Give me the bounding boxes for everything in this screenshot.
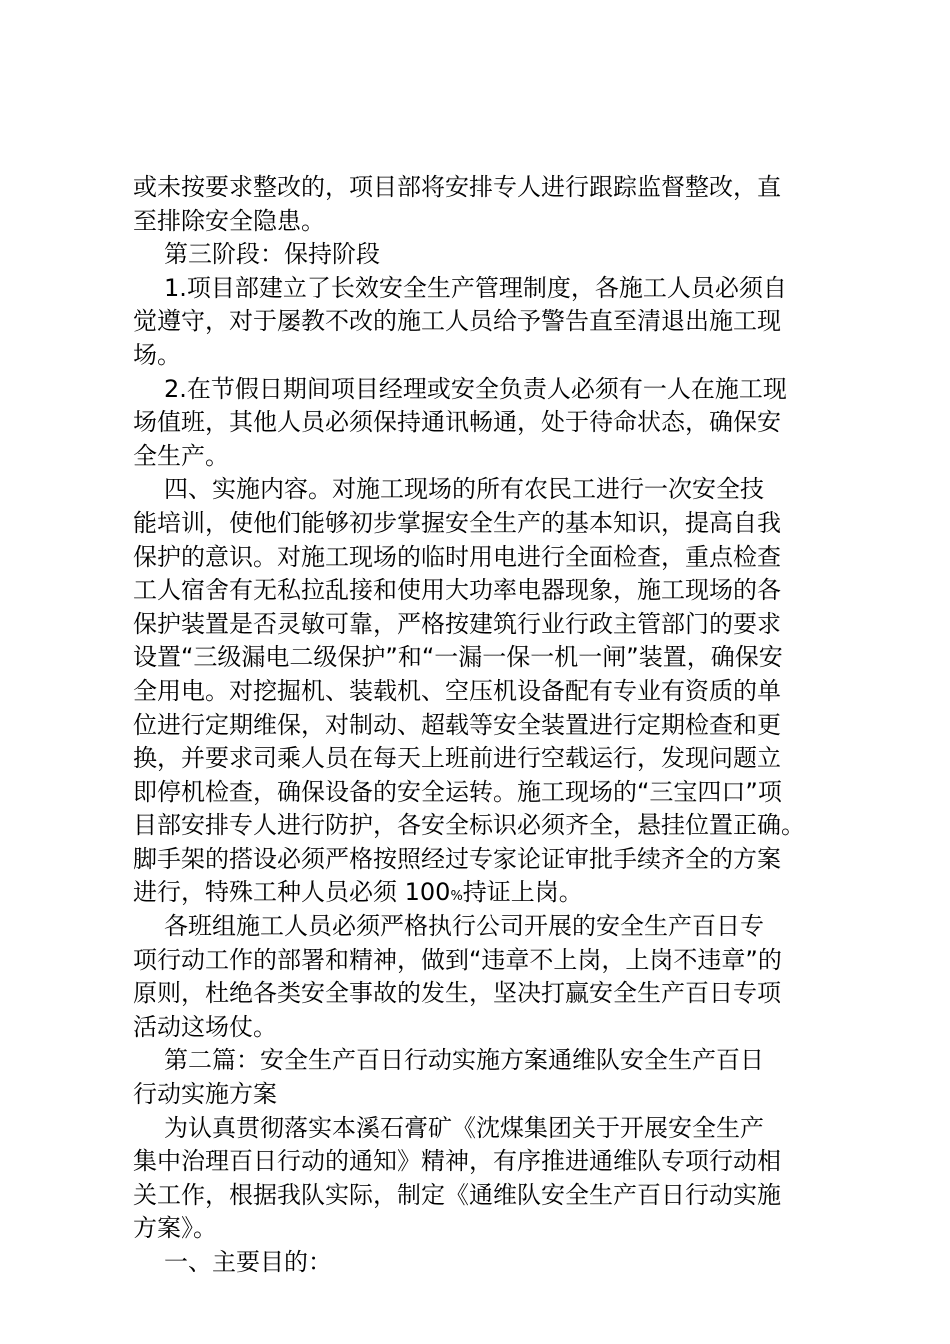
text-line: 场。 [133, 340, 181, 369]
section-heading: 一、主要目的： [164, 1248, 332, 1276]
text-line: 活动这场仗。 [133, 1012, 277, 1041]
text-line: 1.项目部建立了长效安全生产管理制度，各施工人员必须自 [164, 273, 787, 302]
text-line: 保护的意识。对施工现场的临时用电进行全面检查，重点检查 [133, 542, 781, 571]
text-line: 2.在节假日期间项目经理或安全负责人必须有一人在施工现 [164, 374, 787, 403]
percent-sign: % [450, 889, 463, 905]
text-line: 目部安排专人进行防护，各安全标识必须齐全，悬挂位置正确。 [133, 811, 805, 840]
section-heading: 第三阶段：保持阶段 [164, 240, 380, 269]
text-line: 设置“三级漏电二级保护”和“一漏一保一机一闸”装置，确保安 [133, 643, 783, 672]
text-segment: 持证上岗。 [462, 878, 583, 907]
text-line: 觉遵守，对于屡教不改的施工人员给予警告直至清退出施工现 [133, 307, 781, 336]
text-segment: 进行，特殊工种人员必须 100 [133, 878, 451, 907]
section-heading: 第二篇：安全生产百日行动实施方案通维队安全生产百日 [164, 1046, 764, 1075]
text-line: 全用电。对挖掘机、装载机、空压机设备配有专业有资质的单 [133, 676, 781, 705]
text-line: 场值班，其他人员必须保持通讯畅通，处于待命状态，确保安 [133, 408, 781, 437]
text-line: 为认真贯彻落实本溪石膏矿《沈煤集团关于开展安全生产 [164, 1113, 764, 1142]
text-line: 即停机检查，确保设备的安全运转。施工现场的“三宝四口”项 [133, 777, 782, 806]
text-line: 或未按要求整改的，项目部将安排专人进行跟踪监督整改，直 [133, 173, 781, 201]
text-line: 方案》。 [133, 1214, 217, 1243]
text-line: 各班组施工人员必须严格执行公司开展的安全生产百日专 [164, 912, 764, 941]
text-line: 能培训，使他们能够初步掌握安全生产的基本知识，提高自我 [133, 508, 781, 537]
text-line: 项行动工作的部署和精神，做到“违章不上岗，上岗不违章”的 [133, 945, 782, 974]
text-line: 脚手架的搭设必须严格按照经过专家论证审批手续齐全的方案 [133, 844, 781, 873]
text-line: 关工作，根据我队实际，制定《通维队安全生产百日行动实施 [133, 1180, 781, 1209]
text-line: 保护装置是否灵敏可靠，严格按建筑行业行政主管部门的要求 [133, 609, 781, 638]
text-line: 全生产。 [133, 441, 229, 470]
text-line: 行动实施方案 [133, 1080, 277, 1109]
document-body [133, 171, 833, 1280]
text-line: 原则，杜绝各类安全事故的发生，坚决打赢安全生产百日专项 [133, 979, 781, 1008]
text-line: 位进行定期维保，对制动、超载等安全装置进行定期检查和更 [133, 710, 781, 739]
text-line [133, 876, 833, 910]
section-heading: 四、实施内容。对施工现场的所有农民工进行一次安全技 [164, 475, 764, 504]
text-line: 至排除安全隐患。 [133, 206, 325, 235]
text-line: 集中治理百日行动的通知》精神，有序推进通维队专项行动相 [133, 1147, 781, 1176]
text-line: 工人宿舍有无私拉乱接和使用大功率电器现象，施工现场的各 [133, 576, 781, 605]
text-line: 换，并要求司乘人员在每天上班前进行空载运行，发现问题立 [133, 744, 781, 773]
